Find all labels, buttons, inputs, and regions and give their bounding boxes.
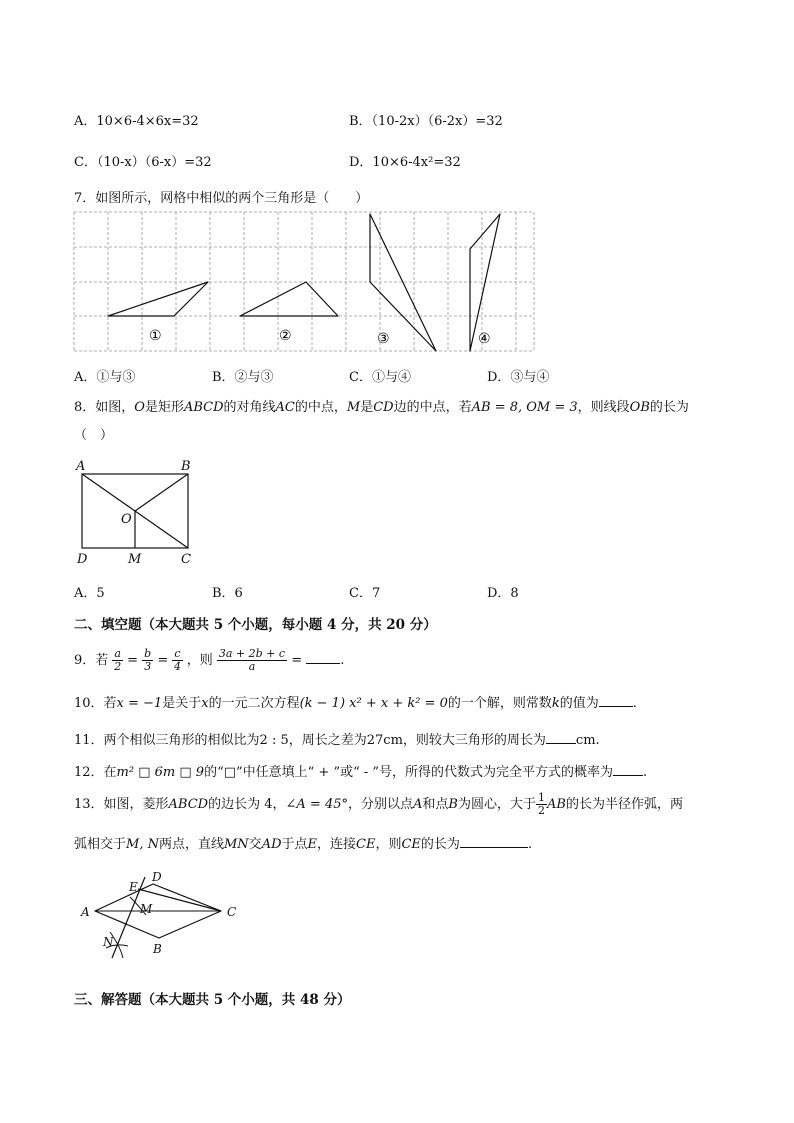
q13-answer-blank[interactable]	[460, 835, 528, 848]
q9-stem: 9．若 $\frac{a}{2}$ = $\frac{b}{3}$ = $\frac{c}{4}$ ，则 $\frac{3a + 2b + c}{a}$ = .	[74, 647, 345, 673]
q8-option-c: C．7	[349, 586, 381, 601]
q13-stem-line-1: 13．如图，菱形ABCD的边长为 4，∠A = 45°，分别以点A和点B为圆心，大于 $\frac{1}{2}$ AB的长为半径作弧，两	[74, 791, 683, 817]
q8-answer-paren: （ ）	[74, 428, 114, 443]
q7-option-d: D．③与④	[487, 370, 550, 385]
q8-label-d: D	[77, 552, 88, 567]
q8-option-b: B．6	[212, 586, 243, 601]
section-2-heading: 二、填空题（本大题共 5 个小题，每小题 4 分，共 20 分）	[74, 617, 437, 633]
q8-label-a: A	[76, 459, 86, 474]
q12-stem: 12．在m² □ 6m □ 9的“□”中任意填上“ + ”或“ - ”号，所得的代数式为完全平方式的概率为 .	[74, 765, 648, 780]
section-3-heading: 三、解答题（本大题共 5 个小题，共 48 分）	[74, 992, 351, 1008]
q8-label-o: O	[121, 512, 132, 527]
q8-label-m: M	[128, 552, 142, 567]
q13-label-b: B	[153, 942, 162, 956]
q7-grid-figure	[72, 210, 538, 356]
q6-option-a: A．10×6-4×6x=32	[74, 114, 199, 129]
q10-stem: 10．若x = −1是关于x的一元二次方程(k − 1) x² + x + k² = 0的一个解，则常数k的值为 .	[74, 696, 637, 711]
q8-label-b: B	[181, 459, 191, 474]
q8-rectangle-figure	[70, 455, 200, 570]
q7-option-c: C．①与④	[349, 370, 411, 385]
q8-option-a: A．5	[74, 586, 105, 601]
q8-stem: 8．如图，O是矩形ABCD的对角线AC的中点，M是CD边的中点，若AB = 8, OM = 3，则线段OB的长为	[74, 400, 689, 415]
q7-label-2: ②	[279, 328, 292, 344]
q8-option-d: D．8	[487, 586, 519, 601]
q7-label-1: ①	[149, 328, 162, 344]
q7-label-4: ④	[478, 331, 491, 347]
q13-label-e: E	[129, 880, 138, 894]
q9-answer-blank[interactable]	[306, 651, 340, 664]
q7-option-b: B．②与③	[212, 370, 274, 385]
q13-rhombus-figure	[76, 862, 246, 968]
q13-label-d: D	[152, 870, 162, 884]
q7-label-3: ③	[377, 331, 390, 347]
q8-label-c: C	[181, 552, 191, 567]
q6-option-d: D．10×6-4x²=32	[349, 155, 461, 170]
q13-label-n: N	[103, 935, 114, 949]
q7-option-a: A．①与③	[74, 370, 136, 385]
q11-stem: 11．两个相似三角形的相似比为2 : 5，周长之差为27cm，则较大三角形的周长为 cm.	[74, 733, 600, 748]
q10-answer-blank[interactable]	[599, 694, 633, 707]
q13-label-m: M	[140, 902, 153, 916]
q11-answer-blank[interactable]	[546, 731, 576, 744]
q12-answer-blank[interactable]	[613, 763, 643, 776]
q13-label-a: A	[81, 905, 90, 919]
q7-triangle-1	[108, 282, 208, 316]
q7-stem: 7．如图所示，网格中相似的两个三角形是（ ）	[74, 191, 369, 206]
q6-option-b: B．（10-2x）（6-2x）=32	[349, 114, 503, 129]
q7-triangle-2	[240, 282, 338, 316]
q13-label-c: C	[227, 905, 237, 919]
q13-stem-line-2: 弧相交于M, N两点，直线MN交AD于点E，连接CE，则CE的长为 .	[74, 837, 533, 852]
q6-option-c: C．（10-x）（6-x）=32	[74, 155, 212, 170]
